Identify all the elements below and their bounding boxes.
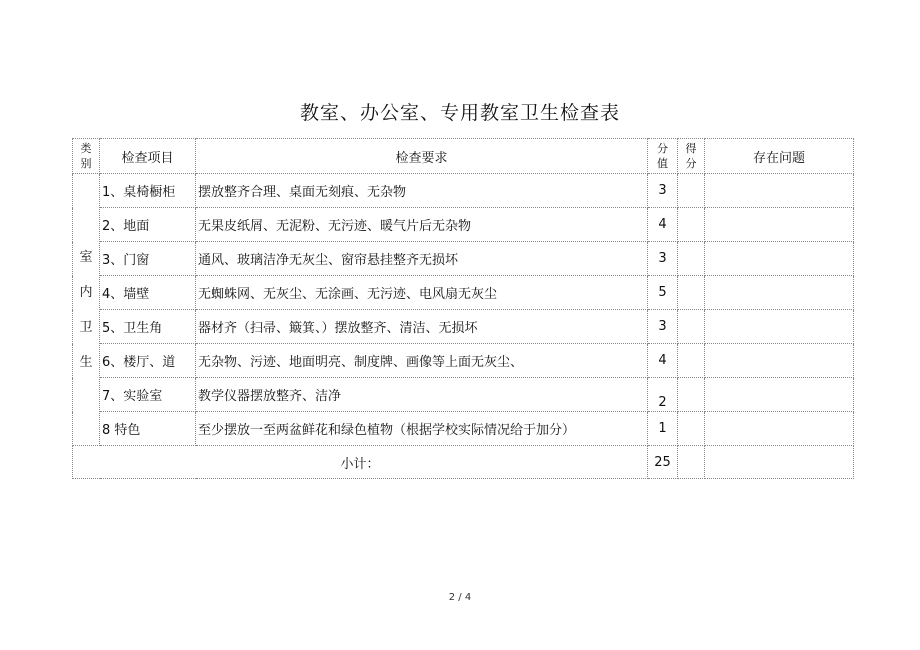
requirement-cell: 教学仪器摆放整齐、洁净 <box>196 378 648 412</box>
header-requirement: 检查要求 <box>196 139 648 174</box>
points-cell: 3 <box>648 242 678 276</box>
table-header-row <box>73 139 854 174</box>
item-cell: 2、地面 <box>100 208 196 242</box>
item-cell: 4、墙壁 <box>100 276 196 310</box>
header-points-line2: 值 <box>657 157 668 170</box>
score-cell[interactable] <box>678 310 705 344</box>
issues-cell[interactable] <box>705 378 854 412</box>
category-char: 内 <box>79 284 93 300</box>
requirement-cell: 无杂物、污迹、地面明亮、制度牌、画像等上面无灰尘、 <box>196 344 648 378</box>
issues-cell[interactable] <box>705 208 854 242</box>
category-cell <box>73 174 100 446</box>
issues-cell[interactable] <box>705 242 854 276</box>
requirement-cell: 无蜘蛛网、无灰尘、无涂画、无污迹、电风扇无灰尘 <box>196 276 648 310</box>
points-cell: 1 <box>648 412 678 446</box>
header-score <box>678 139 705 174</box>
score-cell[interactable] <box>678 378 705 412</box>
score-cell[interactable] <box>678 344 705 378</box>
issues-cell[interactable] <box>705 344 854 378</box>
subtotal-score-cell[interactable] <box>678 446 705 479</box>
header-category-line1: 类 <box>80 142 92 155</box>
requirement-cell: 通风、玻璃洁净无灰尘、窗帘悬挂整齐无损坏 <box>196 242 648 276</box>
item-cell: 7、实验室 <box>100 378 196 412</box>
score-cell[interactable] <box>678 276 705 310</box>
table-row <box>73 174 854 208</box>
points-cell: 3 <box>648 174 678 208</box>
item-cell: 8 特色 <box>100 412 196 446</box>
header-issues: 存在问题 <box>705 139 854 174</box>
requirement-cell: 摆放整齐合理、桌面无刻痕、无杂物 <box>196 174 648 208</box>
subtotal-label: 小计： <box>73 446 648 479</box>
header-category <box>73 139 100 174</box>
issues-cell[interactable] <box>705 276 854 310</box>
item-cell: 5、卫生角 <box>100 310 196 344</box>
issues-cell[interactable] <box>705 174 854 208</box>
table-row <box>73 208 854 242</box>
header-score-line1: 得 <box>685 142 697 155</box>
table-row <box>73 412 854 446</box>
score-cell[interactable] <box>678 412 705 446</box>
issues-cell[interactable] <box>705 412 854 446</box>
points-cell: 5 <box>648 276 678 310</box>
page-title: 教室、办公室、专用教室卫生检查表 <box>299 102 620 124</box>
table-row <box>73 242 854 276</box>
points-cell: 2 <box>648 378 678 412</box>
score-cell[interactable] <box>678 208 705 242</box>
subtotal-value: 25 <box>648 446 678 479</box>
issues-cell[interactable] <box>705 310 854 344</box>
header-score-line2: 分 <box>685 157 697 170</box>
page-number: 2 / 4 <box>448 592 472 603</box>
header-points <box>648 139 678 174</box>
points-cell: 3 <box>648 310 678 344</box>
table-row <box>73 310 854 344</box>
table-row <box>73 276 854 310</box>
inspection-table <box>72 138 854 479</box>
category-char: 卫 <box>79 319 93 335</box>
category-char: 室 <box>79 249 93 265</box>
score-cell[interactable] <box>678 174 705 208</box>
table-row <box>73 344 854 378</box>
points-cell: 4 <box>648 208 678 242</box>
table-row <box>73 378 854 412</box>
item-cell: 6、楼厅、道 <box>100 344 196 378</box>
subtotal-row <box>73 446 854 479</box>
requirement-cell: 器材齐（扫帚、簸箕、）摆放整齐、清洁、无损坏 <box>196 310 648 344</box>
requirement-cell: 无果皮纸屑、无泥粉、无污迹、暖气片后无杂物 <box>196 208 648 242</box>
item-cell: 1、桌椅橱柜 <box>100 174 196 208</box>
requirement-cell: 至少摆放一至两盆鲜花和绿色植物（根据学校实际情况给于加分） <box>196 412 648 446</box>
points-cell: 4 <box>648 344 678 378</box>
subtotal-issues-cell[interactable] <box>705 446 854 479</box>
header-item: 检查项目 <box>100 139 196 174</box>
header-category-line2: 别 <box>80 157 92 170</box>
category-char: 生 <box>79 354 93 370</box>
item-cell: 3、门窗 <box>100 242 196 276</box>
score-cell[interactable] <box>678 242 705 276</box>
header-points-line1: 分 <box>657 142 668 155</box>
